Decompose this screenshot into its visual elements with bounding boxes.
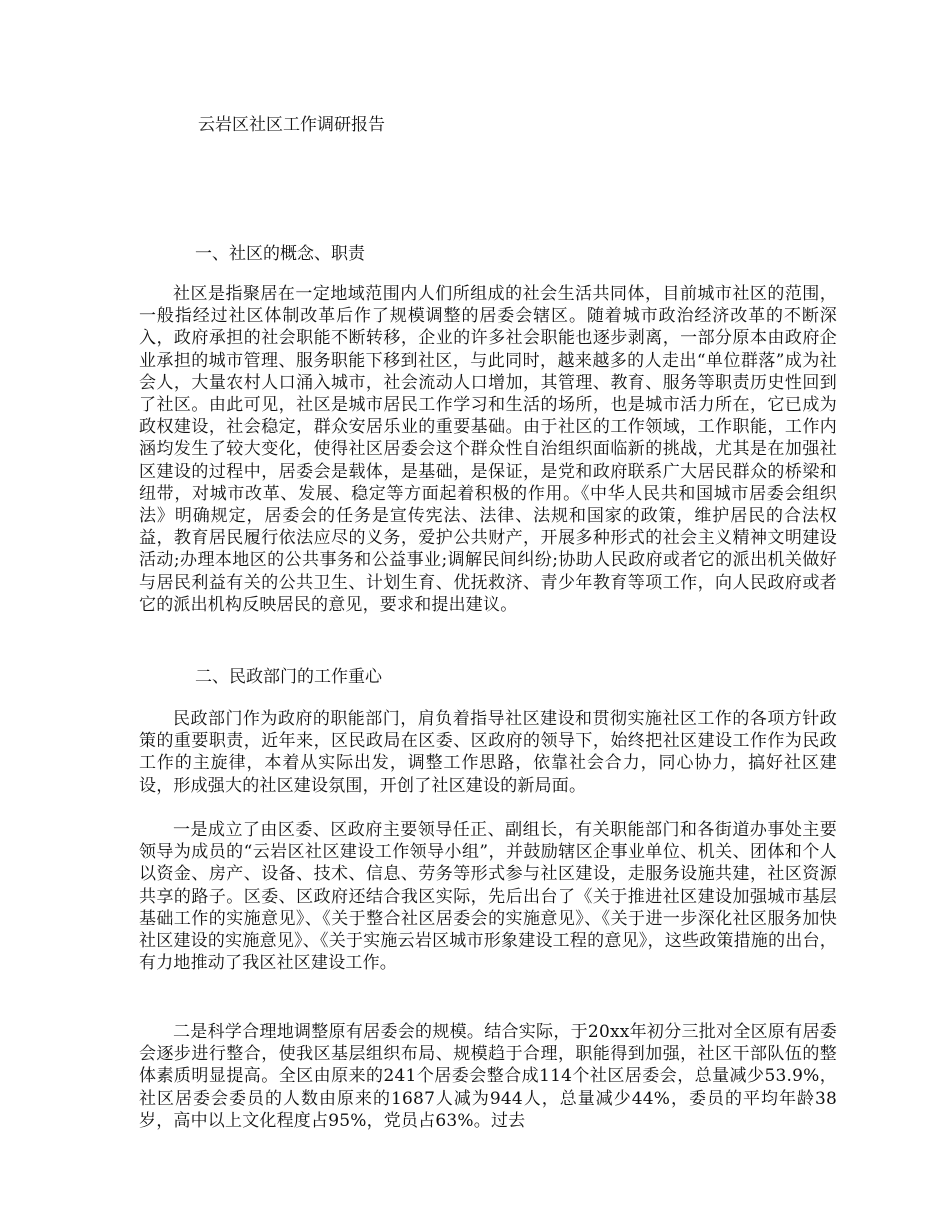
document-title: 云岩区社区工作调研报告 (198, 115, 385, 135)
paragraph-civil-affairs-role: 民政部门作为政府的职能部门，肩负着指导社区建设和贯彻实施社区工作的各项方针政策的重要职责，近年来，区民政局在区委、区政府的领导下，始终把社区建设工作作为民政工作的主旋律，本着从实际出发，调整工作思路，依靠社会合力，同心协力，搞好社区建设，形成强大的社区建设氛围，开创了社区建设的新局面。 (139, 709, 837, 796)
paragraph-committee-restructuring: 二是科学合理地调整原有居委会的规模。结合实际，于20xx年初分三批对全区原有居委会逐步进行整合，使我区基层组织布局、规模趋于合理，职能得到加强，社区干部队伍的整体素质明显提高。全区由原来的241个居委会整合成114个社区居委会，总量减少53.9%，社区居委会委员的人数由原来的1687人减为944人，总量减少44%，委员的平均年龄38岁，高中以上文化程度占95%，党员占63%。过去 (139, 1022, 837, 1131)
section-heading-concept: 一、社区的概念、职责 (195, 244, 365, 264)
paragraph-community-definition: 社区是指聚居在一定地域范围内人们所组成的社会生活共同体，目前城市社区的范围，一般指经过社区体制改革后作了规模调整的居委会辖区。随着城市政治经济改革的不断深入，政府承担的社会职能不断转移，企业的许多社会职能也逐步剥离，一部分原本由政府企业承担的城市管理、服务职能下移到社区，与此同时，越来越多的人走出“单位群落”成为社会人，大量农村人口涌入城市，社会流动人口增加，其管理、教育、服务等职责历史性回到了社区。由此可见，社区是城市居民工作学习和生活的场所，也是城市活力所在，它已成为政权建设，社会稳定，群众安居乐业的重要基础。由于社区的工作领域，工作职能，工作内涵均发生了较大变化，使得社区居委会这个群众性自治组织面临新的挑战，尤其是在加强社区建设的过程中，居委会是载体，是基础，是保证，是党和政府联系广大居民群众的桥梁和纽带，对城市改革、发展、稳定等方面起着积极的作用。《中华人民共和国城市居委会组织法》明确规定，居委会的任务是宣传宪法、法律、法规和国家的政策，维护居民的合法权益，教育居民履行依法应尽的义务，爱护公共财产，开展多种形式的社会主义精神文明建设活动;办理本地区的公共事务和公益事业;调解民间纠纷;协助人民政府或者它的派出机关做好与居民利益有关的公共卫生、计划生育、优抚救济、青少年教育等项工作，向人民政府或者它的派出机构反映居民的意见，要求和提出建议。 (139, 284, 837, 615)
paragraph-leadership-group: 一是成立了由区委、区政府主要领导任正、副组长，有关职能部门和各街道办事处主要领导为成员的“云岩区社区建设工作领导小组”，并鼓励辖区企事业单位、机关、团体和个人以资金、房产、设备、技术、信息、劳务等形式参与社区建设，走服务设施共建，社区资源共享的路子。区委、区政府还结合我区实际，先后出台了《关于推进社区建设加强城市基层基础工作的实施意见》、《关于整合社区居委会的实施意见》、《关于进一步深化社区服务加快社区建设的实施意见》、《关于实施云岩区城市形象建设工程的意见》，这些政策措施的出台，有力地推动了我区社区建设工作。 (139, 820, 837, 974)
section-heading-civil-affairs: 二、民政部门的工作重心 (195, 667, 382, 687)
